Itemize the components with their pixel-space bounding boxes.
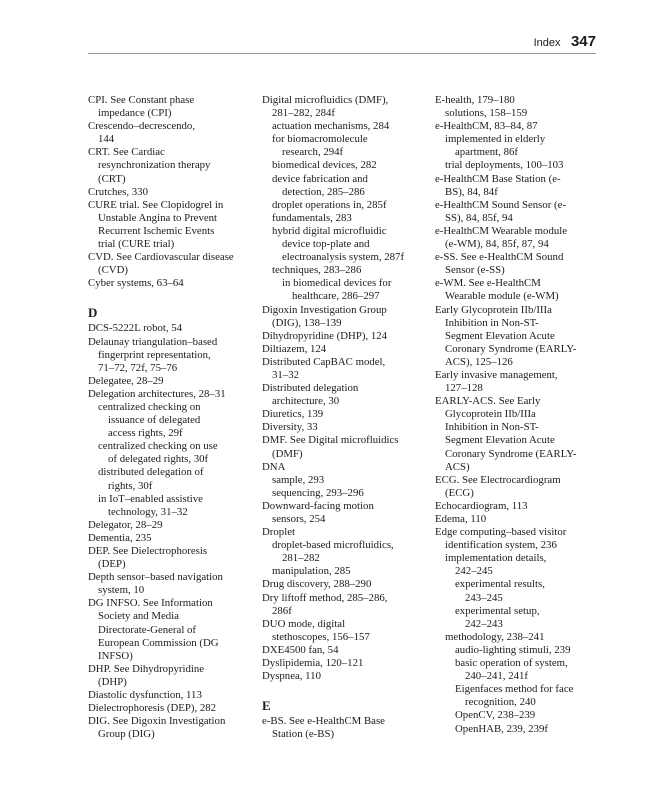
index-entry: Delaunay triangulation–based [88,335,218,348]
index-subentry: OpenHAB, 239, 239f [455,722,548,735]
index-subentry: Segment Elevation Acute [445,434,555,447]
index-subentry: implementation details, [445,552,547,565]
index-subentry: device top-plate and [282,238,370,251]
index-entry: DIG. See Digoxin Investigation [88,715,226,728]
index-subentry: biomedical devices, 282 [272,159,377,172]
index-subentry: stethoscopes, 156–157 [272,630,370,643]
index-entry: DNA [262,460,286,473]
index-subentry: 281–282, 284f [272,107,335,120]
index-subentry: identification system, 236 [445,539,557,552]
index-subentry: issuance of delegated [108,414,201,427]
index-entry: e-HealthCM Base Station (e- [435,172,561,185]
index-subentry: of delegated rights, 30f [108,453,209,466]
index-subentry: for biomacromolecule [272,133,368,146]
index-entry: Delegator, 28–29 [88,518,163,531]
index-subentry: basic operation of system, [455,657,568,670]
index-entry: Digoxin Investigation Group [262,303,387,316]
index-subentry: 281–282 [282,552,320,565]
index-subentry: (DIG), 138–139 [272,316,342,329]
index-subentry: 286f [272,604,292,617]
index-subentry: ACS), 125–126 [445,355,513,368]
index-column-1 [88,94,250,741]
index-column-2 [262,94,426,741]
index-entry: Drug discovery, 288–290 [262,578,372,591]
index-entry: Delegation architectures, 28–31 [88,387,226,400]
index-subentry: solutions, 158–159 [445,107,528,120]
index-entry: Echocardiogram, 113 [435,499,528,512]
index-subentry: detection, 285–286 [282,185,365,198]
index-subentry: Segment Elevation Acute [445,329,555,342]
page-number: 347 [570,33,596,50]
index-subentry: Society and Media [98,610,179,623]
index-entry: Depth sensor–based navigation [88,571,223,584]
index-subentry: impedance (CPI) [98,107,172,120]
index-entry: CRT. See Cardiac [88,146,165,159]
index-subentry: architecture, 30 [272,395,340,408]
index-subentry: Wearable module (e-WM) [445,290,559,303]
index-subentry: Directorate-General of [98,623,197,636]
index-subentry: trial (CURE trial) [98,238,175,251]
index-entry: Dementia, 235 [88,531,152,544]
index-subentry: implemented in elderly [445,133,546,146]
index-subentry: Group (DIG) [98,728,155,741]
index-subentry: Coronary Syndrome (EARLY- [445,342,577,355]
index-entry: Droplet [262,526,295,539]
index-entry: Distributed delegation [262,382,359,395]
index-entry: Edema, 110 [435,513,487,525]
index-subentry: (DHP) [98,675,127,688]
index-entry: Dielectrophoresis (DEP), 282 [88,702,217,715]
index-entry: Dry liftoff method, 285–286, [262,591,388,604]
index-subentry: droplet operations in, 285f [272,198,387,211]
index-subentry: experimental setup, [455,604,540,617]
index-subentry: manipulation, 285 [272,565,351,578]
index-entry: e-BS. See e-HealthCM Base [262,715,385,728]
index-subentry: technology, 31–32 [108,505,188,518]
index-subentry: sensors, 254 [272,513,326,525]
index-entry: EARLY-ACS. See Early [435,395,541,408]
index-subentry: (DEP) [98,558,126,571]
index-entry: Diuretics, 139 [262,408,324,421]
index-subentry: 242–245 [455,565,493,578]
index-subentry: OpenCV, 238–239 [455,709,536,722]
index-entry: ECG. See Electrocardiogram [435,473,561,486]
index-subentry: research, 294f [282,146,344,159]
section-letter-heading: E [262,698,271,714]
index-subentry: rights, 30f [108,479,153,492]
index-entry: CVD. See Cardiovascular disease [88,251,234,264]
index-entry: DCS-5222L robot, 54 [88,322,183,335]
index-subentry: INFSO) [98,649,133,662]
index-subentry: in biomedical devices for [282,277,392,290]
index-entry: Edge computing–based visitor [435,526,567,539]
index-subentry: (CVD) [98,264,128,277]
index-entry: DXE4500 fan, 54 [262,643,339,656]
index-entry: Dihydropyridine (DHP), 124 [262,329,388,342]
index-subentry: apartment, 86f [455,146,518,159]
index-entry: Crescendo–decrescendo, [88,120,196,133]
index-entry: e-SS. See e-HealthCM Sound [435,251,564,264]
index-subentry: European Commission (DG [98,636,219,649]
index-entry: E-health, 179–180 [435,94,515,106]
index-subentry: resynchronization therapy [98,159,211,172]
index-subentry: fingerprint representation, [98,348,211,361]
index-subentry: Coronary Syndrome (EARLY- [445,447,577,460]
index-entry: CPI. See Constant phase [88,94,195,106]
index-entry: Diltiazem, 124 [262,342,327,355]
index-subentry: trial deployments, 100–103 [445,159,564,172]
index-subentry: Station (e-BS) [272,728,335,741]
index-subentry: distributed delegation of [98,466,204,479]
index-entry: Cyber systems, 63–64 [88,277,184,290]
index-entry: Digital microfluidics (DMF), [262,94,389,106]
index-subentry: techniques, 283–286 [272,264,362,277]
index-subentry: ACS) [445,460,470,473]
index-entry: e-WM. See e-HealthCM [435,277,541,290]
index-entry: Distributed CapBAC model, [262,355,386,368]
index-entry: Diastolic dysfunction, 113 [88,689,202,702]
index-subentry: healthcare, 286–297 [292,290,380,303]
index-entry: DHP. See Dihydropyridine [88,662,205,675]
index-subentry: sample, 293 [272,473,325,486]
index-subentry: (e-WM), 84, 85f, 87, 94 [445,238,549,251]
index-subentry: Inhibition in Non-ST- [445,421,539,434]
index-subentry: Glycoprotein IIb/IIIa [445,408,536,421]
index-subentry: centralized checking on use [98,440,218,453]
index-entry: Dyslipidemia, 120–121 [262,657,364,670]
index-subentry: Recurrent Ischemic Events [98,224,215,237]
running-head [88,33,596,51]
index-entry: Diversity, 33 [262,421,318,434]
index-subentry: Inhibition in Non-ST- [445,316,539,329]
index-entry: Downward-facing motion [262,499,374,512]
index-entry: e-HealthCM, 83–84, 87 [435,120,538,133]
index-subentry: access rights, 29f [108,427,183,440]
index-entry: DEP. See Dielectrophoresis [88,545,208,557]
index-subentry: (DMF) [272,447,303,460]
index-entry: CURE trial. See Clopidogrel in [88,198,224,211]
index-subentry: in IoT–enabled assistive [98,492,203,505]
index-subentry: 242–243 [465,617,503,630]
index-entry: Early Glycoprotein IIb/IIIa [435,303,552,316]
index-subentry: 240–241, 241f [465,670,528,683]
index-entry: Crutches, 330 [88,185,148,198]
index-subentry: 127–128 [445,382,483,395]
index-subentry: hybrid digital microfluidic [272,224,387,237]
index-subentry: (CRT) [98,172,126,185]
index-subentry: 71–72, 72f, 75–76 [98,361,178,374]
index-subentry: fundamentals, 283 [272,211,352,224]
index-subentry: BS), 84, 84f [445,185,498,198]
index-subentry: recognition, 240 [465,696,536,709]
index-subentry: system, 10 [98,584,145,597]
index-entry: Early invasive management, [435,368,558,381]
index-subentry: experimental results, [455,578,545,591]
index-subentry: Eigenfaces method for face [455,683,574,696]
index-subentry: actuation mechanisms, 284 [272,120,390,133]
index-subentry: SS), 84, 85f, 94 [445,211,513,224]
index-entry: DUO mode, digital [262,617,346,630]
index-subentry: centralized checking on [98,400,201,413]
running-head-label: Index [533,37,561,49]
index-subentry: electroanalysis system, 287f [282,251,405,264]
index-subentry: 31–32 [272,368,299,381]
index-entry: e-HealthCM Wearable module [435,224,568,237]
index-subentry: device fabrication and [272,172,368,185]
index-subentry: methodology, 238–241 [445,630,545,643]
index-subentry: (ECG) [445,486,474,499]
section-letter-heading: D [88,305,98,321]
index-entry: DG INFSO. See Information [88,597,213,610]
index-subentry: 144 [98,133,115,146]
index-subentry: audio-lighting stimuli, 239 [455,643,571,656]
index-entry: Dyspnea, 110 [262,670,321,683]
index-subentry: sequencing, 293–296 [272,486,364,499]
index-subentry: droplet-based microfluidics, [272,539,394,552]
index-entry: Delegatee, 28–29 [88,374,164,387]
index-column-3 [435,94,600,736]
index-subentry: Sensor (e-SS) [445,264,505,277]
index-entry: e-HealthCM Sound Sensor (e- [435,198,567,211]
index-entry: DMF. See Digital microfluidics [262,434,399,447]
index-subentry: Unstable Angina to Prevent [98,211,218,224]
header-rule [88,53,596,54]
index-subentry: 243–245 [465,591,503,604]
